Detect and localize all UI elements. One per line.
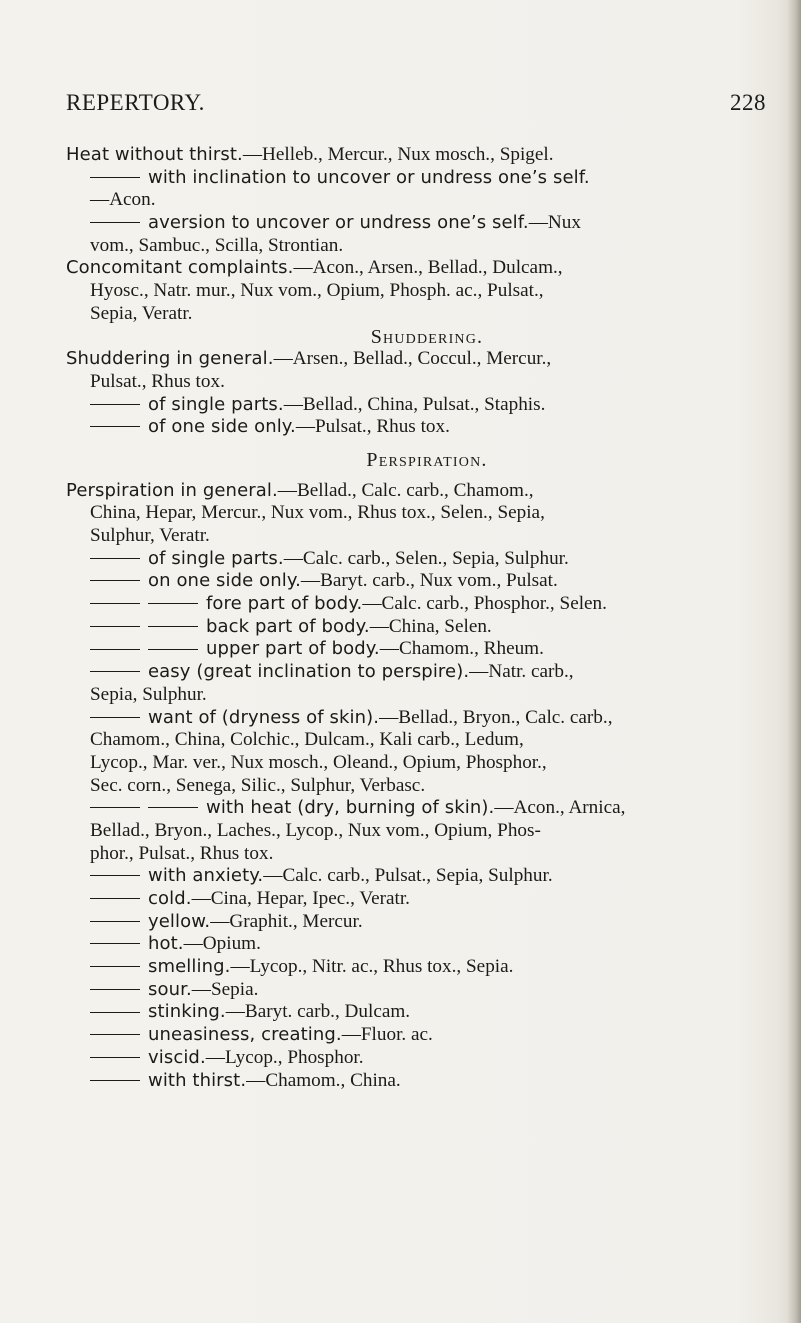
ditto-dash [90, 626, 140, 627]
entry-line: Sulphur, Veratr. [90, 525, 210, 546]
entry-line: Perspiration in general.—Bellad., Calc. carb., Chamom., [66, 479, 534, 501]
entry-line: Concomitant complaints.—Acon., Arsen., Bellad., Dulcam., [66, 257, 563, 279]
entry-line: Hyosc., Natr. mur., Nux vom., Opium, Phosph. ac., Pulsat., [90, 280, 544, 302]
entry-line: with inclination to uncover or undress one’s self. [66, 167, 788, 190]
ditto-dash [148, 626, 198, 627]
entry-line: Sepia, Sulphur. [90, 683, 207, 705]
ditto-dash [90, 943, 140, 944]
entry-line: China, Hepar, Mercur., Nux vom., Rhus tox., Selen., Sepia, [90, 502, 545, 524]
entry-line: upper part of body.—Chamom., Rheum. [66, 638, 788, 661]
ditto-dash [148, 649, 198, 650]
ditto-dash [90, 177, 140, 178]
entry-line: yellow.—Graphit., Mercur. [66, 911, 788, 934]
page-number: 228 [730, 90, 766, 115]
entry-line: with thirst.—Chamom., China. [66, 1070, 788, 1093]
entry-line: with anxiety.—Calc. carb., Pulsat., Sepia, Sulphur. [66, 865, 788, 888]
section-heading: Shuddering. [370, 325, 484, 348]
ditto-dash [90, 580, 140, 581]
entry-line: —Acon. [90, 189, 156, 211]
entry-line: phor., Pulsat., Rhus tox. [90, 842, 274, 864]
page-header [66, 90, 766, 120]
ditto-dash [90, 717, 140, 718]
ditto-dash [90, 649, 140, 650]
ditto-dash [90, 558, 140, 559]
entry-line: fore part of body.—Calc. carb., Phosphor., Selen. [66, 593, 788, 616]
entry-line: Chamom., China, Colchic., Dulcam., Kali carb., Ledum, [90, 729, 524, 751]
entry-line: Sec. corn., Senega, Silic., Sulphur, Verbasc. [90, 774, 426, 796]
entry-line: vom., Sambuc., Scilla, Strontian. [90, 234, 344, 256]
entry-line: Sepia, Veratr. [90, 302, 193, 324]
section-heading: Perspiration. [366, 448, 488, 471]
entry-line: back part of body.—China, Selen. [66, 616, 788, 639]
entry-line: viscid.—Lycop., Phosphor. [66, 1047, 788, 1070]
entry-line: Heat without thirst.—Helleb., Mercur., Nux mosch., Spigel. [66, 144, 554, 165]
ditto-dash [90, 966, 140, 967]
ditto-dash [90, 1057, 140, 1058]
ditto-dash [90, 1080, 140, 1081]
entry-line: of one side only.—Pulsat., Rhus tox. [66, 416, 788, 439]
ditto-dash [90, 404, 140, 405]
entry-line: Pulsat., Rhus tox. [90, 370, 225, 392]
ditto-dash [148, 603, 198, 604]
entry-line: with heat (dry, burning of skin).—Acon., Arnica, [66, 797, 788, 820]
entry-line: smelling.—Lycop., Nitr. ac., Rhus tox., Sepia. [66, 956, 788, 979]
entry-line: Shuddering in general.—Arsen., Bellad., Coccul., Mercur., [66, 348, 552, 370]
ditto-dash [90, 1012, 140, 1013]
entry-line: on one side only.—Baryt. carb., Nux vom., Pulsat. [66, 570, 788, 593]
ditto-dash [90, 989, 140, 990]
entry-line: easy (great inclination to perspire).—Natr. carb., [66, 661, 788, 684]
ditto-dash [148, 807, 198, 808]
ditto-dash [90, 875, 140, 876]
entry-line: stinking.—Baryt. carb., Dulcam. [66, 1001, 788, 1024]
entry-line: want of (dryness of skin).—Bellad., Bryon., Calc. carb., [66, 707, 788, 730]
entry-line: uneasiness, creating.—Fluor. ac. [66, 1024, 788, 1047]
entry-line: cold.—Cina, Hepar, Ipec., Veratr. [66, 888, 788, 911]
ditto-dash [90, 603, 140, 604]
entry-line: of single parts.—Calc. carb., Selen., Sepia, Sulphur. [66, 548, 788, 571]
ditto-dash [90, 426, 140, 427]
ditto-dash [90, 898, 140, 899]
entry-line: hot.—Opium. [66, 933, 788, 956]
entry-line: aversion to uncover or undress one’s self.—Nux [66, 212, 788, 235]
entry-line: of single parts.—Bellad., China, Pulsat., Staphis. [66, 394, 788, 417]
entry-line: Lycop., Mar. ver., Nux mosch., Oleand., Opium, Phosphor., [90, 751, 547, 773]
repertory-text [66, 144, 788, 1092]
entry-line: sour.—Sepia. [66, 979, 788, 1002]
ditto-dash [90, 1034, 140, 1035]
running-head: REPERTORY. [66, 90, 205, 115]
page-edge-shadow [787, 0, 801, 1323]
entry-line: Bellad., Bryon., Laches., Lycop., Nux vom., Opium, Phos- [90, 819, 541, 841]
ditto-dash [90, 671, 140, 672]
ditto-dash [90, 807, 140, 808]
ditto-dash [90, 222, 140, 223]
ditto-dash [90, 921, 140, 922]
